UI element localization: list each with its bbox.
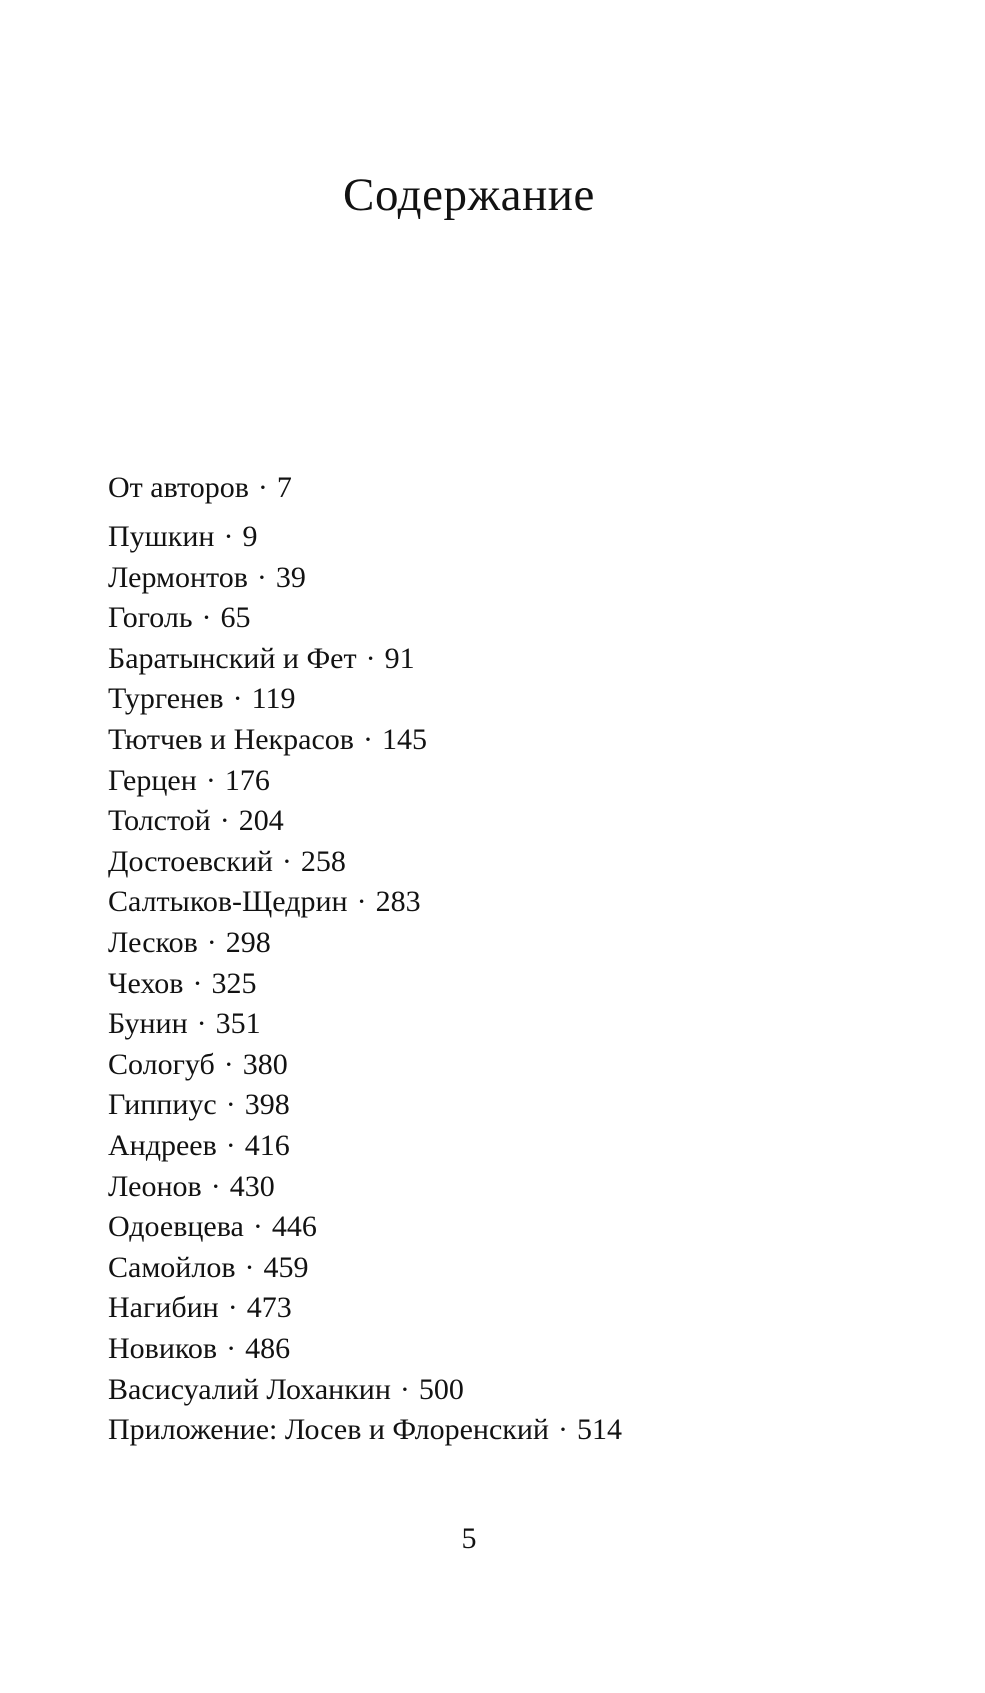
toc-entry xyxy=(108,1085,888,1126)
toc-entry-title: Пушкин xyxy=(108,520,215,554)
toc-entry-title: Герцен xyxy=(108,763,197,797)
toc-separator: · xyxy=(362,723,373,757)
toc-entry-page: 380 xyxy=(242,1047,288,1081)
toc-entry-title: Тургенев xyxy=(108,682,224,716)
toc-entry-title: Васисуалий Лоханкин xyxy=(108,1372,391,1406)
toc-entry xyxy=(108,1045,888,1086)
toc-entry xyxy=(108,517,888,558)
toc-entry xyxy=(108,558,888,599)
toc-entry-page: 486 xyxy=(245,1331,291,1365)
toc-entry xyxy=(108,801,888,842)
page-number: 5 xyxy=(461,1522,477,1555)
toc-entry xyxy=(108,964,888,1005)
toc-entry-title: Приложение: Лосев и Флоренский xyxy=(108,1413,549,1447)
toc-separator: · xyxy=(225,1129,236,1162)
toc-separator: · xyxy=(257,471,268,504)
toc-entry xyxy=(108,639,888,680)
toc-separator: · xyxy=(223,1047,234,1081)
toc-entry xyxy=(108,1126,888,1167)
toc-entry-title: Гоголь xyxy=(108,601,193,635)
toc-separator: · xyxy=(219,804,230,838)
toc-separator: · xyxy=(210,1169,221,1203)
toc-entry xyxy=(108,1004,888,1045)
toc-entry-page: 119 xyxy=(251,682,296,716)
toc-entry-page: 351 xyxy=(215,1007,261,1041)
toc-separator: · xyxy=(201,601,212,635)
toc-entry-title: Самойлов xyxy=(108,1250,236,1284)
toc-entry-page: 473 xyxy=(246,1291,292,1325)
toc-entry-page: 416 xyxy=(244,1129,290,1162)
toc-separator: · xyxy=(226,1331,237,1365)
toc-entry xyxy=(108,720,888,761)
toc-separator: · xyxy=(223,520,234,554)
toc-entry xyxy=(108,679,888,720)
toc-separator: · xyxy=(252,1210,263,1244)
toc-entry-page: 39 xyxy=(275,560,306,594)
toc-entry-title: Сологуб xyxy=(108,1047,215,1081)
toc-entry-title: Гиппиус xyxy=(108,1088,217,1122)
toc-entry-title: Тютчев и Некрасов xyxy=(108,723,354,757)
toc-entry-page: 145 xyxy=(381,723,427,757)
toc-entry-page: 9 xyxy=(242,520,258,554)
toc-entry-page: 398 xyxy=(244,1088,290,1122)
toc-separator: · xyxy=(356,885,367,919)
toc-entry-title: Одоевцева xyxy=(108,1210,244,1244)
toc-entry xyxy=(108,1207,888,1248)
toc-entry xyxy=(108,598,888,639)
toc-entry-title: Достоевский xyxy=(108,844,273,878)
toc-entry-page: 204 xyxy=(238,804,284,838)
toc-entry xyxy=(108,1167,888,1208)
toc-entry-title: Новиков xyxy=(108,1331,218,1365)
toc-entry-page: 325 xyxy=(211,966,257,1000)
toc-entry-page: 91 xyxy=(384,641,415,675)
toc-entry-page: 283 xyxy=(375,885,421,919)
toc-entry-page: 65 xyxy=(220,601,251,635)
toc-separator: · xyxy=(232,682,243,716)
toc-entry-page: 500 xyxy=(418,1372,464,1406)
toc-list xyxy=(108,468,888,1451)
toc-entry xyxy=(108,842,888,883)
toc-entry-page: 7 xyxy=(276,471,292,504)
toc-entry-page: 430 xyxy=(229,1169,275,1203)
page-title: Содержание xyxy=(343,169,595,221)
toc-separator: · xyxy=(281,844,292,878)
toc-separator: · xyxy=(192,966,203,1000)
toc-entry-title: Салтыков-Щедрин xyxy=(108,885,348,919)
toc-separator: · xyxy=(244,1250,255,1284)
toc-entry-page: 298 xyxy=(225,926,271,960)
toc-separator: · xyxy=(227,1291,238,1325)
toc-entry-page: 446 xyxy=(271,1210,317,1244)
toc-separator: · xyxy=(196,1007,207,1041)
toc-separator: · xyxy=(205,763,216,797)
toc-separator: · xyxy=(256,560,267,594)
toc-entry-title: Бунин xyxy=(108,1007,188,1041)
toc-entry-page: 459 xyxy=(263,1250,309,1284)
toc-entry-title: От авторов xyxy=(108,471,249,504)
toc-entry xyxy=(108,468,888,509)
toc-entry-title: Толстой xyxy=(108,804,211,838)
toc-entry-title: Баратынский и Фет xyxy=(108,641,357,675)
toc-entry xyxy=(108,1410,888,1451)
toc-entry xyxy=(108,1248,888,1289)
toc-entry-page: 514 xyxy=(576,1413,622,1447)
toc-entry xyxy=(108,761,888,802)
toc-separator: · xyxy=(557,1413,568,1447)
toc-entry xyxy=(108,1370,888,1411)
toc-entry-title: Андреев xyxy=(108,1129,217,1162)
toc-entry-title: Лермонтов xyxy=(108,560,248,594)
toc-entry-title: Леонов xyxy=(108,1169,202,1203)
toc-entry xyxy=(108,923,888,964)
toc-separator: · xyxy=(206,926,217,960)
toc-entry-page: 176 xyxy=(224,763,270,797)
toc-entry-title: Нагибин xyxy=(108,1291,219,1325)
toc-entry-page: 258 xyxy=(300,844,346,878)
toc-entry xyxy=(108,1329,888,1370)
toc-entry-title: Лесков xyxy=(108,926,198,960)
toc-separator: · xyxy=(365,641,376,675)
toc-entry xyxy=(108,1288,888,1329)
toc-entry-title: Чехов xyxy=(108,966,184,1000)
toc-separator: · xyxy=(225,1088,236,1122)
toc-separator: · xyxy=(399,1372,410,1406)
toc-entry xyxy=(108,882,888,923)
